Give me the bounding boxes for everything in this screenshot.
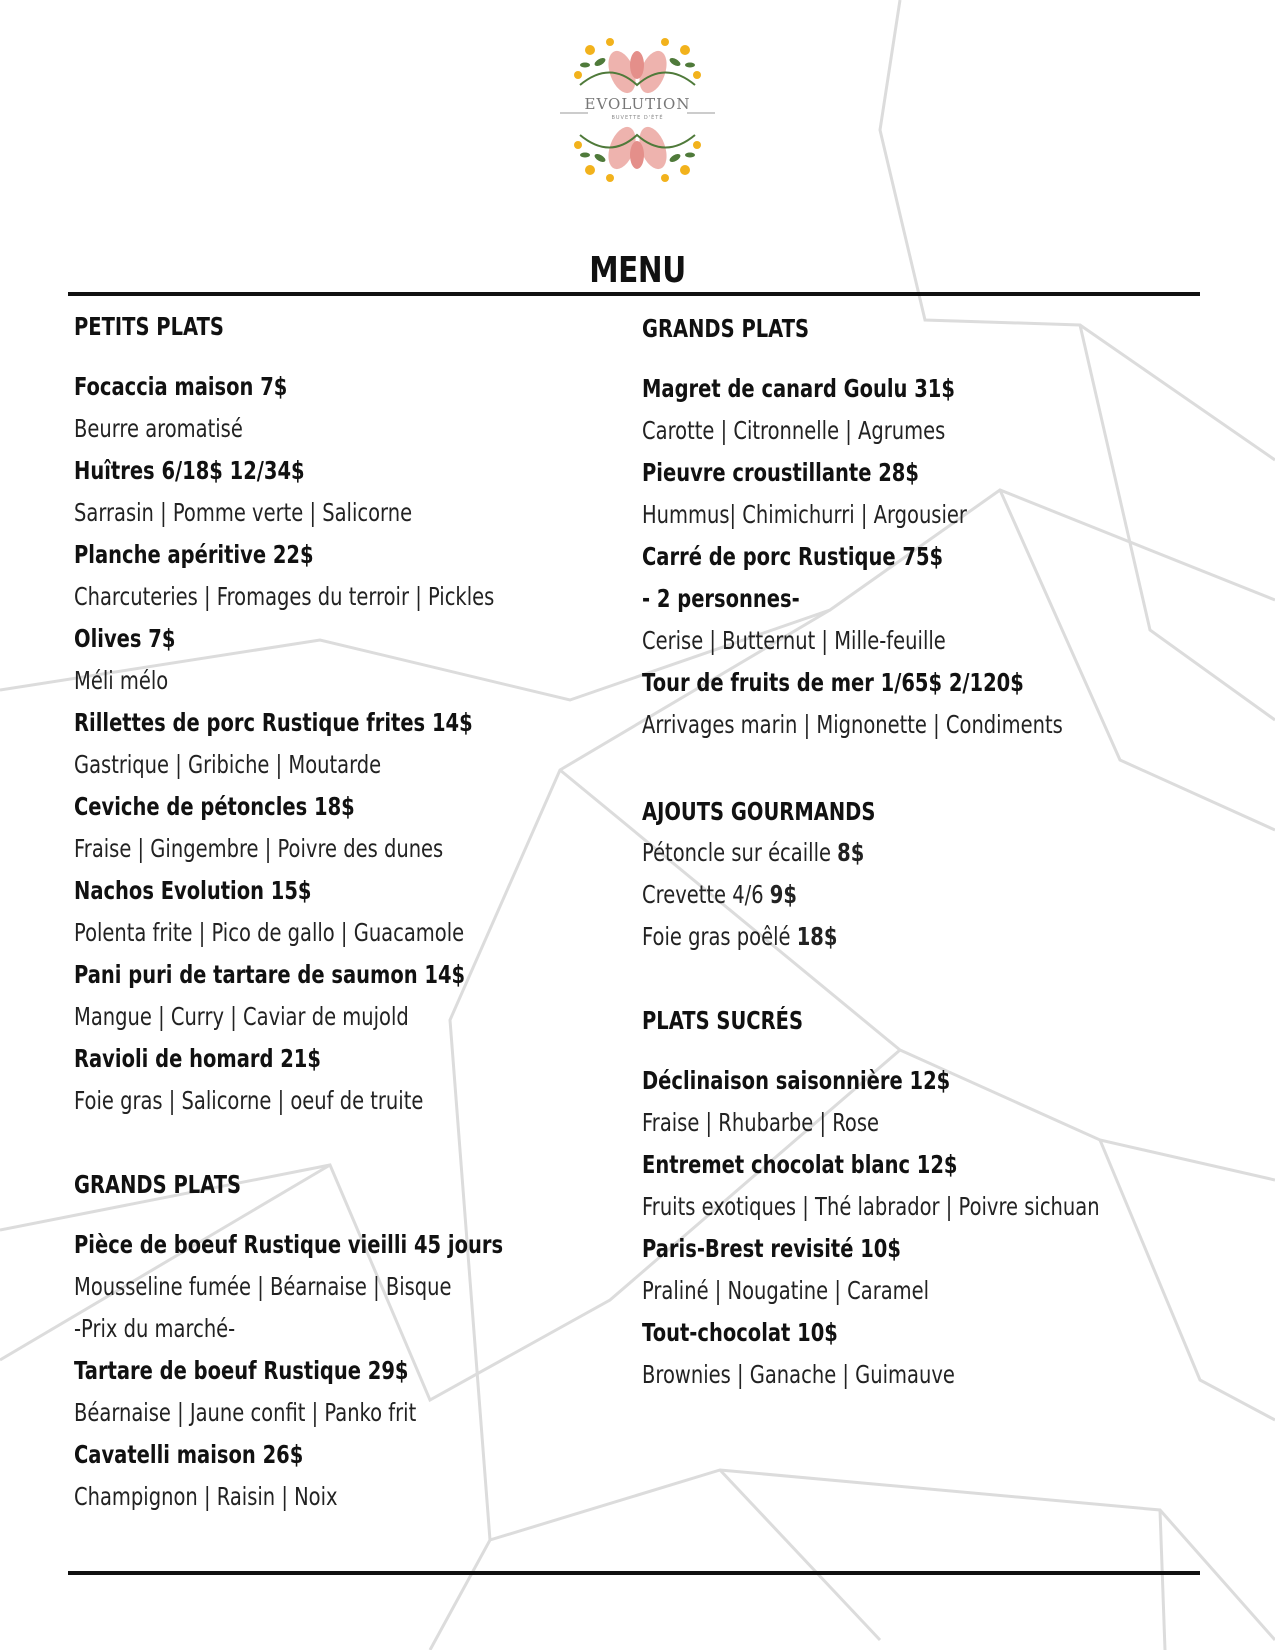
- right-column: [642, 312, 1182, 1396]
- menu-item-desc: Cerise | Butternut | Mille-feuille: [642, 626, 946, 655]
- menu-item-name: Tour de fruits de mer 1/65$ 2/120$: [642, 668, 1024, 697]
- menu-item-desc: Champignon | Raisin | Noix: [74, 1482, 338, 1511]
- menu-item-desc: Fruits exotiques | Thé labrador | Poivre sichuan: [642, 1192, 1100, 1221]
- addon-price: 18$: [796, 922, 838, 951]
- menu-item-desc: Fraise | Gingembre | Poivre des dunes: [74, 834, 444, 863]
- menu-item-desc: Sarrasin | Pomme verte | Salicorne: [74, 498, 413, 527]
- menu-item-name: Nachos Evolution 15$: [74, 876, 312, 905]
- menu-item-name: Pani puri de tartare de saumon 14$: [74, 960, 466, 989]
- menu-item-desc: Arrivages marin | Mignonette | Condiments: [642, 710, 1063, 739]
- menu-item-desc: Hummus| Chimichurri | Argousier: [642, 500, 967, 529]
- menu-item-desc: Fraise | Rhubarbe | Rose: [642, 1108, 880, 1137]
- menu-item-desc: Mangue | Curry | Caviar de mujold: [74, 1002, 409, 1031]
- left-column: [74, 310, 614, 1518]
- menu-item-name: Pièce de boeuf Rustique vieilli 45 jours: [74, 1230, 504, 1259]
- section-title-grands-plats: GRANDS PLATS: [642, 314, 810, 343]
- bottom-divider: [68, 1571, 1200, 1575]
- section-title-petits-plats: PETITS PLATS: [74, 312, 224, 341]
- menu-item-name: Ravioli de homard 21$: [74, 1044, 321, 1073]
- addon-price: 8$: [837, 838, 865, 867]
- menu-item-name: Rillettes de porc Rustique frites 14$: [74, 708, 473, 737]
- addon-label: Pétoncle sur écaille: [642, 838, 838, 867]
- addon-item: [642, 916, 1063, 958]
- menu-item-name: Ceviche de pétoncles 18$: [74, 792, 355, 821]
- menu-item-desc: Foie gras | Salicorne | oeuf de truite: [74, 1086, 424, 1115]
- section-title-plats-sucres: PLATS SUCRÉS: [642, 1006, 804, 1035]
- menu-item-name: Pieuvre croustillante 28$: [642, 458, 919, 487]
- addon-label: Foie gras poêlé: [642, 922, 797, 951]
- menu-item-name: Carré de porc Rustique 75$: [642, 542, 944, 571]
- menu-item-name: Cavatelli maison 26$: [74, 1440, 304, 1469]
- logo: [560, 30, 715, 190]
- menu-item-name: Magret de canard Goulu 31$: [642, 374, 955, 403]
- addon-price: 9$: [769, 880, 797, 909]
- addon-label: Crevette 4/6: [642, 880, 770, 909]
- menu-item-desc: Charcuteries | Fromages du terroir | Pickles: [74, 582, 495, 611]
- menu-item-name: Déclinaison saisonnière 12$: [642, 1066, 951, 1095]
- menu-item-desc: Carotte | Citronnelle | Agrumes: [642, 416, 946, 445]
- addon-item: [642, 832, 1063, 874]
- menu-title: MENU: [589, 250, 686, 291]
- menu-item-name: Tout-chocolat 10$: [642, 1318, 838, 1347]
- menu-item-name: Olives 7$: [74, 624, 176, 653]
- menu-item-name: Focaccia maison 7$: [74, 372, 288, 401]
- top-divider: [68, 292, 1200, 296]
- logo-tagline: BUVETTE D'ÉTÉ: [611, 115, 664, 121]
- menu-item-desc: Gastrique | Gribiche | Moutarde: [74, 750, 382, 779]
- menu-item-name: Entremet chocolat blanc 12$: [642, 1150, 958, 1179]
- menu-item-desc: Praliné | Nougatine | Caramel: [642, 1276, 930, 1305]
- menu-item-name: Paris-Brest revisité 10$: [642, 1234, 901, 1263]
- menu-item-desc: Mousseline fumée | Béarnaise | Bisque: [74, 1272, 452, 1301]
- section-title-grands-plats: GRANDS PLATS: [74, 1170, 242, 1199]
- menu-item-desc: Polenta frite | Pico de gallo | Guacamole: [74, 918, 465, 947]
- menu-item-note: - 2 personnes-: [642, 584, 800, 613]
- menu-item-desc: Brownies | Ganache | Guimauve: [642, 1360, 955, 1389]
- menu-item-name: Tartare de boeuf Rustique 29$: [74, 1356, 409, 1385]
- menu-item-desc: Méli mélo: [74, 666, 169, 695]
- logo-brand: EVOLUTION: [584, 95, 691, 113]
- menu-item-note: -Prix du marché-: [74, 1314, 236, 1343]
- addon-item: [642, 874, 1063, 916]
- menu-item-name: Huîtres 6/18$ 12/34$: [74, 456, 305, 485]
- menu-item-desc: Beurre aromatisé: [74, 414, 243, 443]
- section-title-ajouts-gourmands: AJOUTS GOURMANDS: [642, 797, 876, 826]
- menu-item-name: Planche apéritive 22$: [74, 540, 314, 569]
- menu-item-desc: Béarnaise | Jaune confit | Panko frit: [74, 1398, 417, 1427]
